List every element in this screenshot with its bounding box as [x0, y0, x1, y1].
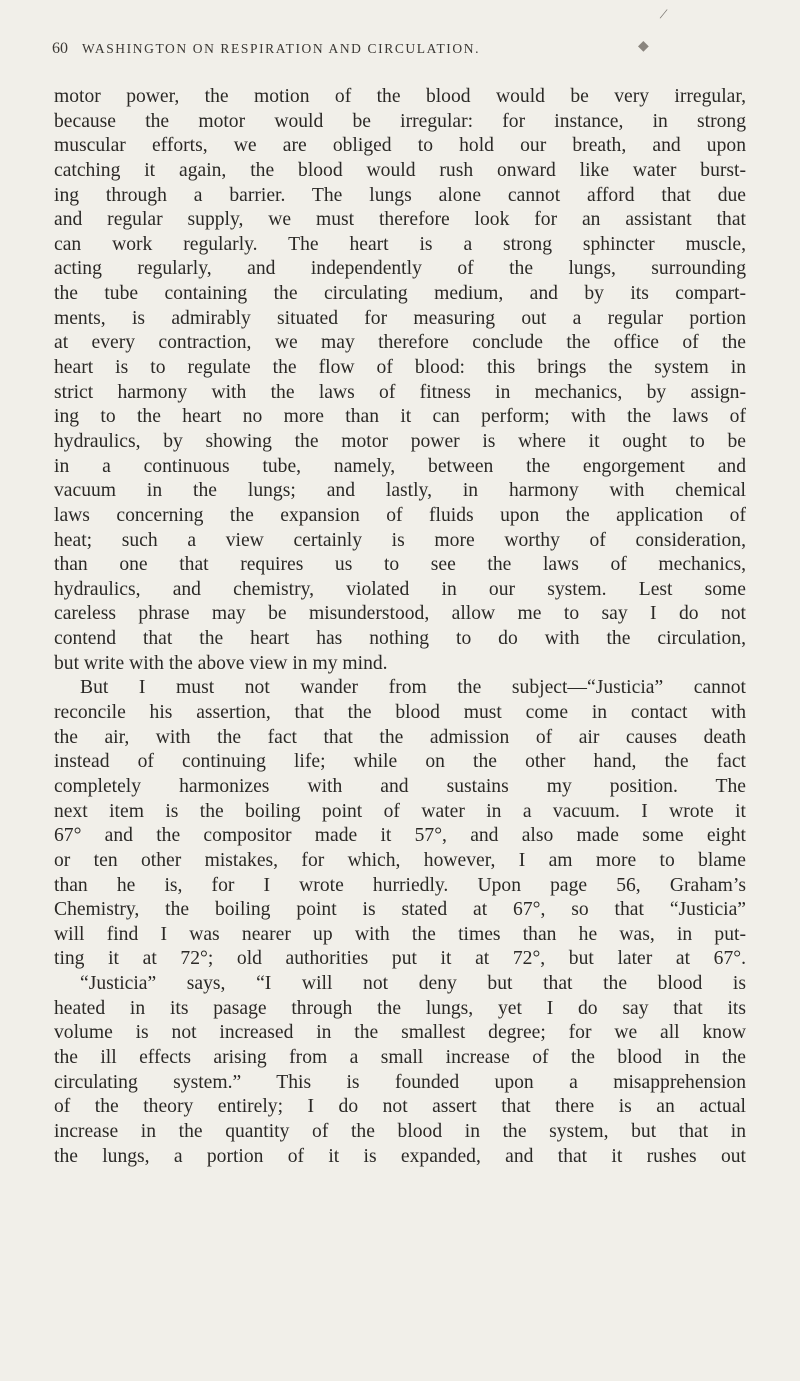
- text-line: muscular efforts, we are obliged to hold our breath, and upon: [54, 135, 746, 157]
- text-line: but write with the above view in my mind.: [54, 652, 388, 674]
- text-line: motor power, the motion of the blood would be very irregular,: [54, 86, 746, 107]
- text-line: vacuum in the lungs; and lastly, in harmony with chemical: [54, 480, 746, 502]
- text-line: 67° and the compositor made it 57°, and also made some eight: [54, 825, 746, 847]
- text-line: reconcile his assertion, that the blood must come in contact with: [54, 702, 746, 724]
- text-line: will find I was nearer up with the times than he was, in put-: [54, 923, 746, 945]
- text-line: hydraulics, and chemistry, violated in our system. Lest some: [54, 578, 746, 600]
- text-line: the tube containing the circulating medium, and by its compart-: [54, 283, 746, 305]
- text-line: of the theory entirely; I do not assert that there is an actual: [54, 1096, 746, 1118]
- text-line: hydraulics, by showing the motor power is where it ought to be: [54, 430, 746, 452]
- text-line: circulating system.” This is founded upon a misapprehension: [54, 1071, 746, 1093]
- text-line: or ten other mistakes, for which, however, I am more to blame: [54, 849, 746, 871]
- ink-mark-slash: /: [658, 5, 669, 24]
- text-line: careless phrase may be misunderstood, allow me to say I do not: [54, 603, 746, 625]
- text-line: ing to the heart no more than it can perform; with the laws of: [54, 406, 746, 428]
- text-line: instead of continuing life; while on the other hand, the fact: [54, 751, 746, 773]
- text-line: strict harmony with the laws of fitness in mechanics, by assign-: [54, 381, 746, 403]
- text-line: But I must not wander from the subject—“Justicia” cannot: [80, 677, 746, 699]
- text-line: ting it at 72°; old authorities put it at 72°, but later at 67°.: [54, 948, 746, 970]
- text-line: acting regularly, and independently of the lungs, surrounding: [54, 258, 746, 280]
- running-title: WASHINGTON ON RESPIRATION AND CIRCULATION.: [82, 41, 481, 56]
- text-line: increase in the quantity of the blood in the system, but that in: [54, 1120, 746, 1142]
- ink-mark-dot: ◆: [638, 39, 649, 54]
- text-line: laws concerning the expansion of fluids upon the application of: [54, 504, 746, 526]
- text-line: because the motor would be irregular: for instance, in strong: [54, 110, 746, 132]
- text-line: heart is to regulate the flow of blood: this brings the system in: [54, 357, 746, 379]
- text-line: next item is the boiling point of water in a vacuum. I wrote it: [54, 800, 746, 822]
- page-number: 60: [52, 40, 68, 57]
- text-line: than one that requires us to see the laws of mechanics,: [54, 554, 746, 576]
- body-text: [54, 85, 746, 1169]
- text-line: volume is not increased in the smallest degree; for we all know: [54, 1022, 746, 1044]
- text-line: heated in its pasage through the lungs, yet I do say that its: [54, 997, 746, 1019]
- running-head: [52, 40, 752, 64]
- text-line: ments, is admirably situated for measuring out a regular portion: [54, 307, 746, 329]
- text-line: catching it again, the blood would rush onward like water burst-: [54, 159, 746, 181]
- text-line: and regular supply, we must therefore look for an assistant that: [54, 209, 746, 231]
- text-line: the air, with the fact that the admission of air causes death: [54, 726, 746, 748]
- text-line: Chemistry, the boiling point is stated at 67°, so that “Justicia”: [54, 899, 746, 921]
- text-line: the ill effects arising from a small increase of the blood in the: [54, 1046, 746, 1068]
- text-line: at every contraction, we may therefore conclude the office of the: [54, 332, 746, 354]
- text-line: than he is, for I wrote hurriedly. Upon page 56, Graham’s: [54, 874, 746, 896]
- text-line: completely harmonizes with and sustains my position. The: [54, 775, 746, 797]
- text-line: “Justicia” says, “I will not deny but that the blood is: [80, 973, 746, 995]
- text-line: heat; such a view certainly is more worthy of consideration,: [54, 529, 746, 551]
- text-line: the lungs, a portion of it is expanded, and that it rushes out: [54, 1145, 746, 1167]
- text-line: can work regularly. The heart is a strong sphincter muscle,: [54, 233, 746, 255]
- text-line: in a continuous tube, namely, between the engorgement and: [54, 455, 746, 477]
- text-line: ing through a barrier. The lungs alone cannot afford that due: [54, 184, 746, 206]
- text-line: contend that the heart has nothing to do with the circulation,: [54, 628, 746, 650]
